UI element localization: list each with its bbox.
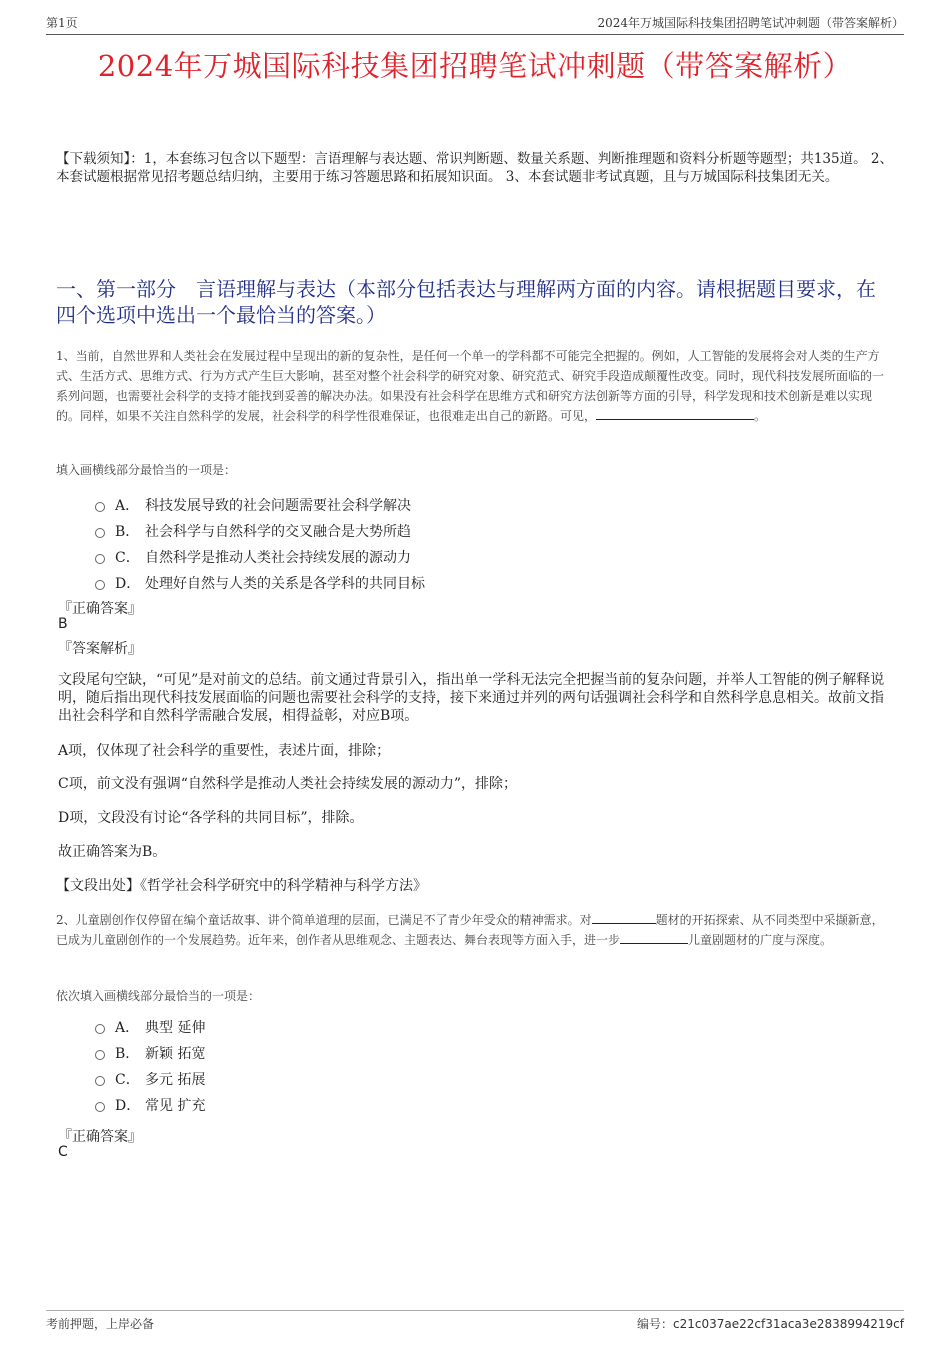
radio-icon[interactable] — [95, 1076, 105, 1086]
document-code: 编号：c21c037ae22cf31aca3e2838994219cf — [637, 1317, 904, 1331]
question-2-options — [95, 1016, 894, 1120]
radio-icon[interactable] — [95, 528, 105, 538]
radio-icon[interactable] — [95, 1024, 105, 1034]
page-footer — [46, 1310, 904, 1335]
correct-answer-label: 『正确答案』 — [58, 1129, 142, 1145]
analysis-paragraph: C项，前文没有强调“自然科学是推动人类社会持续发展的源动力”，排除； — [58, 776, 518, 792]
question-2-prompt: 依次填入画横线部分最恰当的一项是： — [56, 989, 261, 1003]
section-title: 一、第一部分 言语理解与表达（本部分包括表达与理解两方面的内容。请根据题目要求，在四个选项中选出一个最恰当的答案。） — [56, 277, 876, 327]
correct-answer-label: 『正确答案』 — [58, 601, 142, 617]
radio-icon[interactable] — [95, 1050, 105, 1060]
question-1-text: 1、当前，自然世界和人类社会在发展过程中呈现出的新的复杂性，是任何一个单一的学科都不可能完全把握的。例如，人工智能的发展将会对人类的生产方式、生活方式、思维方式、行为方式产生巨大影响，甚至对整个社会科学的研究对象、研究范式、研究手段造成颠覆性改变。同时，现代科技发展所面临的一系列问题，也需要社会科学的支持才能找到妥善的解决办法。如果没有社会科学在思维方式和研究方法创新等方面的引导，科学发现和技术创新是难以实现的。同样，如果不关注自然科学的发展，社会科学的科学性很难保证，也很难走出自己的新路。可见， 。 — [56, 349, 885, 423]
option-b[interactable]: B． 新颖 拓宽 — [95, 1042, 894, 1066]
question-1-prompt: 填入画横线部分最恰当的一项是： — [56, 463, 237, 477]
download-notice: 【下载须知】：1，本套练习包含以下题型：言语理解与表达题、常识判断题、数量关系题、判断推理题和资料分析题等题型；共135道。 2、本套试题根据常见招考题总结归纳，主要用于练习答题思路和拓展知识面。 3、本套试题非考试真题，且与万城国际科技集团无关。 — [56, 151, 893, 185]
footer-slogan: 考前押题，上岸必备 — [46, 1317, 155, 1331]
option-c[interactable]: C． 自然科学是推动人类社会持续发展的源动力 — [95, 546, 894, 570]
radio-icon[interactable] — [95, 502, 105, 512]
analysis-paragraph: 文段尾句空缺，“可见”是对前文的总结。前文通过背景引入，指出单一学科无法完全把握当前的复杂问题，并举人工智能的例子解释说明，随后指出现代科技发展面临的问题也需要社会科学的支持，接下来通过并列的两句话强调社会科学和自然科学息息相关。故前文指出社会科学和自然科学需融合发展，相得益彰，对应B项。 — [58, 672, 885, 724]
option-c[interactable]: C． 多元 拓展 — [95, 1068, 894, 1092]
question-1-options — [95, 494, 894, 598]
option-d[interactable]: D． 处理好自然与人类的关系是各学科的共同目标 — [95, 572, 894, 596]
analysis-label: 『答案解析』 — [58, 641, 142, 657]
page-header — [46, 12, 904, 35]
analysis-paragraph: A项，仅体现了社会科学的重要性，表述片面，排除； — [58, 743, 391, 759]
answer-blank — [596, 407, 754, 420]
document-title: 2024年万城国际科技集团招聘笔试冲刺题（带答案解析） — [97, 49, 853, 83]
page-number: 第1页 — [46, 16, 78, 30]
radio-icon[interactable] — [95, 1102, 105, 1112]
passage-source: 【文段出处】《哲学社会科学研究中的科学精神与科学方法》 — [56, 878, 427, 894]
radio-icon[interactable] — [95, 554, 105, 564]
analysis-paragraph: 故正确答案为B。 — [58, 844, 167, 860]
answer-blank — [592, 911, 656, 924]
option-b[interactable]: B． 社会科学与自然科学的交叉融合是大势所趋 — [95, 520, 894, 544]
option-a[interactable]: A． 科技发展导致的社会问题需要社会科学解决 — [95, 494, 894, 518]
correct-answer: B — [58, 616, 68, 632]
option-a[interactable]: A． 典型 延伸 — [95, 1016, 894, 1040]
analysis-paragraph: D项，文段没有讨论“各学科的共同目标”，排除。 — [58, 810, 364, 826]
option-d[interactable]: D． 常见 扩充 — [95, 1094, 894, 1118]
question-2-text: 2、儿童剧创作仅停留在编个童话故事、讲个简单道理的层面，已满足不了青少年受众的精神需求。对 题材的开拓探索、从不同类型中采撷新意，已成为儿童剧创作的一个发展趋势。近年来，创作者从思维观念、主题表达、舞台表现等方面入手，进一步 儿童剧题材的广度与深度。 — [56, 913, 884, 947]
answer-blank — [620, 931, 688, 944]
correct-answer: C — [58, 1144, 68, 1160]
header-doc-title: 2024年万城国际科技集团招聘笔试冲刺题（带答案解析） — [597, 16, 904, 30]
radio-icon[interactable] — [95, 580, 105, 590]
